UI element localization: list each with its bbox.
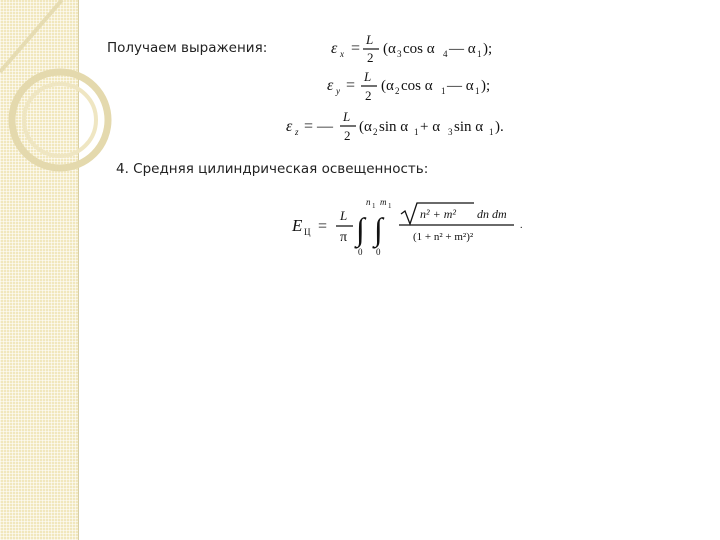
eq3-lhs-sub: z (295, 127, 299, 137)
eq3-rhs-c-sub: 3 (448, 127, 453, 137)
eq1-rhs-c-sub: 1 (477, 49, 482, 59)
eq3-rhs-a: (α (359, 119, 372, 135)
eq1-equals: = (351, 40, 361, 57)
eq1-numerator: L (366, 32, 374, 47)
eq1-rhs-a-sub: 3 (397, 49, 402, 59)
sqrt-body: n² + m² (420, 207, 456, 221)
integral-lhs: E (292, 216, 303, 235)
eq1-rhs-c: — α (449, 41, 476, 57)
integral-equals: = (318, 218, 328, 235)
integral-coef-numerator: L (340, 208, 348, 223)
eq3-rhs-a-sub: 2 (373, 127, 378, 137)
eq2-lhs: ε (327, 77, 334, 94)
eq3-rhs-d: sin α (454, 119, 484, 135)
integral-end: . (520, 220, 523, 231)
eq2-rhs-b: cos α (401, 78, 433, 94)
eq3-equals: = — (304, 118, 334, 135)
eq2-equals: = (346, 77, 356, 94)
integral-formula (291, 197, 523, 257)
eq1-rhs-end: ); (483, 41, 493, 57)
eq3-rhs-b: sin α (379, 119, 409, 135)
eq1-lhs-sub: x (340, 49, 344, 59)
integral-denominator: (1 + n² + m²)² (413, 231, 474, 243)
eq2-rhs-a: (α (381, 78, 394, 94)
eq2-denominator: 2 (365, 88, 372, 103)
integral2-lower: 0 (376, 247, 381, 257)
eq2-rhs-c: — α (447, 78, 474, 94)
eq3-rhs-end: ). (495, 119, 504, 135)
eq3-rhs-b-sub: 1 (414, 127, 419, 137)
eq1-denominator: 2 (367, 50, 374, 65)
equation-epsilon-y (327, 69, 490, 103)
integral2-upper: m (380, 197, 387, 207)
equation-epsilon-x (331, 32, 492, 65)
eq3-rhs-c: + α (420, 119, 441, 135)
eq2-numerator: L (364, 69, 372, 84)
integral1-upper: n (366, 197, 371, 207)
equation-epsilon-z (286, 109, 504, 143)
eq3-lhs: ε (286, 118, 293, 135)
eq1-lhs: ε (331, 40, 338, 57)
eq2-lhs-sub: y (336, 86, 340, 96)
eq3-denominator: 2 (344, 128, 351, 143)
integral1-lower: 0 (358, 247, 363, 257)
eq1-rhs-b-sub: 4 (443, 49, 448, 59)
intro-label: Получаем выражения: (107, 40, 268, 56)
integral1-upper-sub: 1 (372, 202, 376, 210)
eq2-rhs-end: ); (481, 78, 491, 94)
eq2-rhs-a-sub: 2 (395, 86, 400, 96)
eq3-numerator: L (343, 109, 351, 124)
integral1-sign: ∫ (356, 211, 365, 247)
integral-lhs-sub: Ц (304, 227, 311, 237)
integral-numerator-tail: dn dm (477, 207, 507, 221)
eq2-rhs-b-sub: 1 (441, 86, 446, 96)
integral2-upper-sub: 1 (388, 202, 392, 210)
integral2-sign: ∫ (374, 211, 383, 247)
eq2-rhs-c-sub: 1 (475, 86, 480, 96)
item-4-label: 4. Средняя цилиндрическая освещенность: (116, 161, 429, 177)
eq1-rhs-a: (α (383, 41, 396, 57)
eq3-rhs-d-sub: 1 (489, 127, 494, 137)
eq1-rhs-b: cos α (403, 41, 435, 57)
integral-coef-denominator: π (340, 230, 348, 245)
